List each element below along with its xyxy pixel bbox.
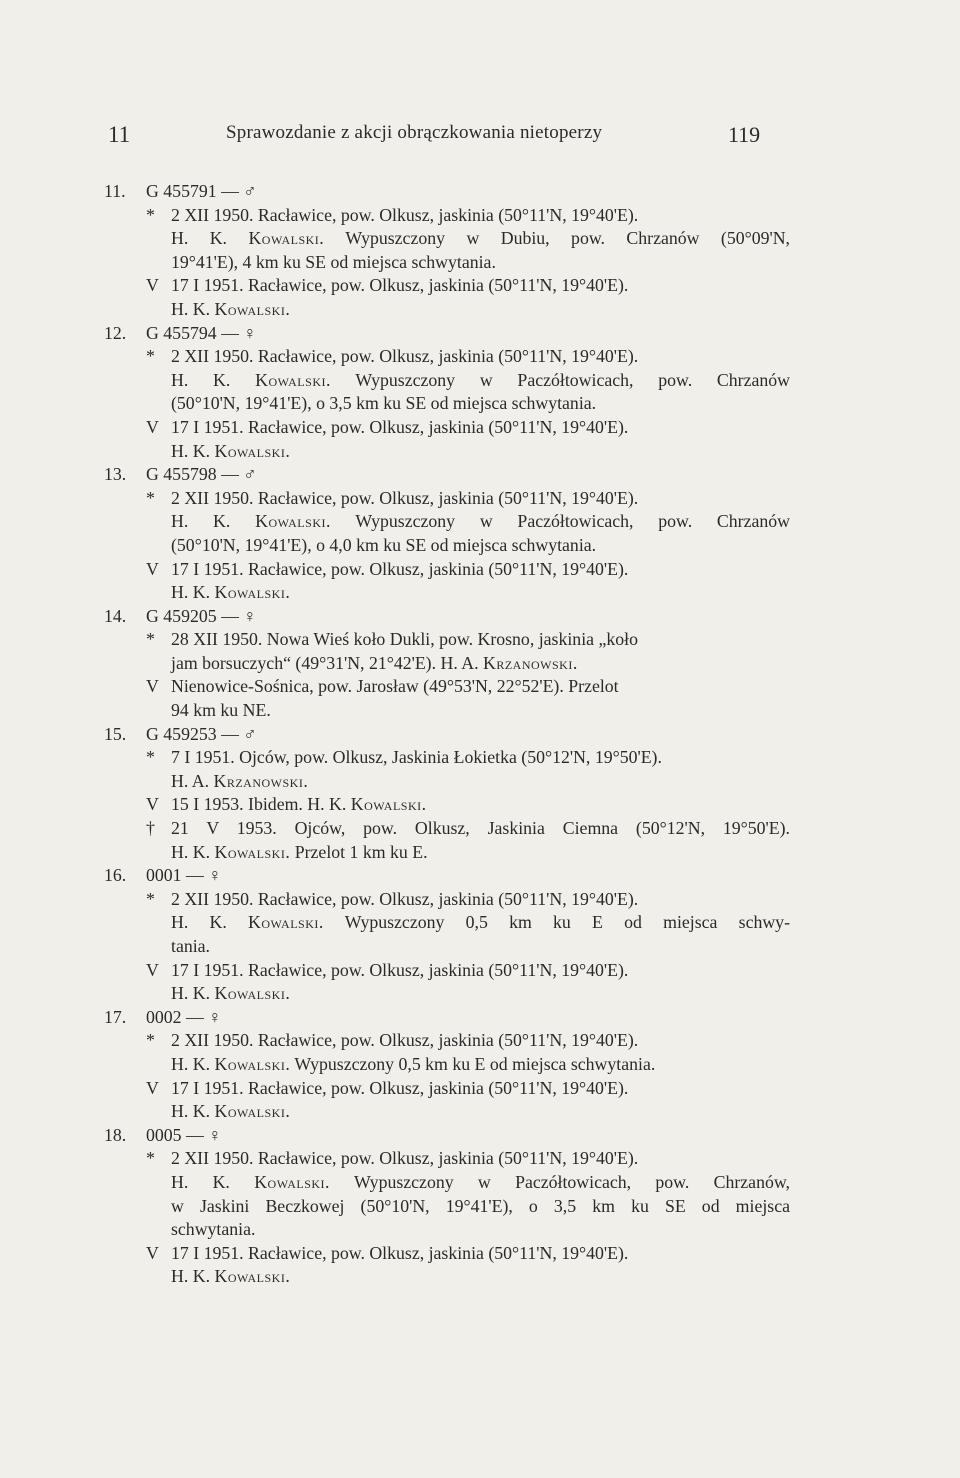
observer-initials: H. K.	[171, 983, 211, 1004]
record-header-line	[0, 180, 960, 204]
observer-initials: H. K.	[171, 1171, 230, 1192]
record-line	[0, 510, 960, 534]
record-text: Przelot 1 km ku E.	[294, 841, 428, 862]
record-text: 94 km ku NE.	[171, 700, 271, 721]
observer-name: Kowalski.	[255, 369, 331, 390]
record-line	[0, 817, 960, 841]
observer-initials: H. A.	[171, 770, 210, 791]
observer-initials: H. K.	[171, 582, 211, 603]
record-text: Wypuszczony 0,5 km ku E od miejsca schwytania.	[294, 1053, 656, 1074]
observer-name: Kowalski.	[214, 582, 291, 603]
record-line	[0, 959, 960, 983]
record-observer-line	[171, 911, 790, 935]
record-observer-line	[171, 510, 790, 534]
record-entry	[0, 723, 960, 865]
record-text: schwytania.	[171, 1219, 256, 1240]
record-line	[0, 416, 960, 440]
record-symbol: *	[146, 1030, 155, 1051]
running-title: Sprawozdanie z akcji obrączkowania nietoperzy	[226, 122, 603, 143]
record-text: (50°10'N, 19°41'E), o 4,0 km ku SE od miejsca schwytania.	[171, 534, 597, 555]
record-observer-line	[171, 1053, 655, 1077]
record-observer-line	[171, 770, 308, 794]
observer-name: Kowalski.	[214, 440, 291, 461]
record-line	[0, 369, 960, 393]
ring-id: G 459253 — ♂	[146, 723, 257, 744]
record-text: 2 XII 1950. Racławice, pow. Olkusz, jaskinia (50°11'N, 19°40'E).	[171, 204, 639, 225]
record-line	[0, 1195, 960, 1219]
record-line	[0, 204, 960, 228]
ring-id: 0001 — ♀	[146, 865, 222, 886]
record-line	[0, 345, 960, 369]
record-entry	[0, 180, 960, 322]
record-line	[0, 699, 960, 723]
record-text: 2 XII 1950. Racławice, pow. Olkusz, jaskinia (50°11'N, 19°40'E).	[171, 888, 639, 909]
record-line	[0, 1029, 960, 1053]
section-number: 11	[108, 122, 131, 147]
record-number: 12.	[104, 322, 127, 343]
observer-name: Kowalski.	[255, 511, 331, 532]
observer-name: Kowalski.	[214, 1053, 291, 1074]
observer-initials: jam borsuczych“ (49°31'N, 21°42'E). H. A.	[171, 652, 479, 673]
record-line	[0, 1077, 960, 1101]
record-text: (50°10'N, 19°41'E), o 3,5 km ku SE od miejsca schwytania.	[171, 393, 597, 414]
record-header-line	[0, 1124, 960, 1148]
record-text: 2 XII 1950. Racławice, pow. Olkusz, jaskinia (50°11'N, 19°40'E).	[171, 1030, 639, 1051]
record-line	[0, 935, 960, 959]
record-line	[0, 1218, 960, 1242]
record-line	[0, 770, 960, 794]
record-line	[0, 628, 960, 652]
record-line	[0, 675, 960, 699]
observer-name: Krzanowski.	[213, 770, 309, 791]
record-text: 17 I 1951. Racławice, pow. Olkusz, jaskinia (50°11'N, 19°40'E).	[171, 959, 629, 980]
record-line	[0, 746, 960, 770]
record-line	[0, 558, 960, 582]
ringing-records-list	[0, 180, 960, 1289]
record-entry	[0, 605, 960, 723]
record-text: 17 I 1951. Racławice, pow. Olkusz, jaskinia (50°11'N, 19°40'E).	[171, 558, 629, 579]
observer-name: Kowalski.	[350, 794, 427, 815]
record-header-line	[0, 605, 960, 629]
record-entry	[0, 463, 960, 605]
record-line	[0, 298, 960, 322]
record-number: 18.	[104, 1124, 127, 1145]
record-symbol: V	[146, 676, 159, 697]
record-header-line	[0, 723, 960, 747]
record-observer-line	[171, 581, 290, 605]
observer-initials: H. K.	[171, 841, 211, 862]
record-text: w Jaskini Beczkowej (50°10'N, 19°41'E), o 3,5 km ku SE od miejsca	[171, 1195, 790, 1216]
record-line	[0, 1265, 960, 1289]
record-line	[0, 440, 960, 464]
record-text: 28 XII 1950. Nowa Wieś koło Dukli, pow. Krosno, jaskinia „koło	[171, 629, 638, 650]
observer-name: Kowalski.	[214, 1101, 291, 1122]
record-line	[0, 274, 960, 298]
record-observer-line	[171, 298, 290, 322]
observer-name: Kowalski.	[214, 983, 291, 1004]
record-header-line	[0, 1006, 960, 1030]
record-observer-line	[171, 369, 790, 393]
record-entry	[0, 1124, 960, 1289]
record-symbol: *	[146, 888, 155, 909]
observer-initials: H. K.	[171, 228, 228, 249]
record-observer-line	[171, 227, 790, 251]
record-number: 13.	[104, 464, 127, 485]
record-line	[0, 251, 960, 275]
observer-initials: H. K.	[171, 1101, 211, 1122]
observer-initials: H. K.	[171, 440, 211, 461]
record-header-line	[0, 463, 960, 487]
record-line	[0, 1053, 960, 1077]
record-number: 15.	[104, 723, 127, 744]
record-observer-line	[171, 652, 578, 676]
record-line	[0, 652, 960, 676]
record-line	[0, 841, 960, 865]
record-line	[0, 1171, 960, 1195]
record-text: Wypuszczony w Paczółtowicach, pow. Chrzanów	[355, 511, 791, 532]
record-text: 21 V 1953. Ojców, pow. Olkusz, Jaskinia Ciemna (50°12'N, 19°50'E).	[171, 818, 790, 839]
record-line	[0, 888, 960, 912]
record-symbol: V	[146, 959, 159, 980]
record-text: 17 I 1951. Racławice, pow. Olkusz, jaskinia (50°11'N, 19°40'E).	[171, 1242, 629, 1263]
record-symbol: *	[146, 346, 155, 367]
record-symbol: *	[146, 1148, 155, 1169]
record-text: 17 I 1951. Racławice, pow. Olkusz, jaskinia (50°11'N, 19°40'E).	[171, 275, 629, 296]
observer-initials: H. K.	[171, 369, 231, 390]
record-line	[0, 982, 960, 1006]
record-entry	[0, 322, 960, 464]
observer-initials: H. K.	[171, 1266, 211, 1287]
observer-name: Kowalski.	[254, 1171, 330, 1192]
record-text: Wypuszczony w Paczółtowicach, pow. Chrzanów,	[353, 1171, 790, 1192]
observer-initials: 15 I 1953. Ibidem. H. K.	[171, 794, 347, 815]
record-line	[0, 392, 960, 416]
record-text: Wypuszczony 0,5 km ku E od miejsca schwy-	[344, 912, 790, 933]
record-symbol: V	[146, 416, 159, 437]
record-line	[0, 534, 960, 558]
record-line	[0, 793, 960, 817]
record-symbol: *	[146, 204, 155, 225]
ring-id: G 455791 — ♂	[146, 181, 257, 201]
record-symbol: *	[146, 629, 155, 650]
record-number: 11.	[104, 181, 126, 201]
record-line	[0, 911, 960, 935]
record-header-line	[0, 864, 960, 888]
observer-initials: H. K.	[171, 298, 211, 319]
ring-id: G 459205 — ♀	[146, 605, 257, 626]
record-observer-line	[171, 982, 290, 1006]
record-symbol: *	[146, 487, 155, 508]
record-text: 2 XII 1950. Racławice, pow. Olkusz, jaskinia (50°11'N, 19°40'E).	[171, 1148, 639, 1169]
record-entry	[0, 1006, 960, 1124]
record-observer-line	[171, 1100, 290, 1124]
record-header-line	[0, 322, 960, 346]
observer-initials: H. K.	[171, 1053, 211, 1074]
observer-name: Krzanowski.	[483, 652, 578, 673]
record-text: 2 XII 1950. Racławice, pow. Olkusz, jaskinia (50°11'N, 19°40'E).	[171, 487, 639, 508]
record-symbol: *	[146, 747, 155, 768]
record-text: 17 I 1951. Racławice, pow. Olkusz, jaskinia (50°11'N, 19°40'E).	[171, 416, 629, 437]
record-line	[0, 1100, 960, 1124]
record-entry	[0, 864, 960, 1006]
observer-name: Kowalski.	[248, 912, 324, 933]
ring-id: G 455798 — ♂	[146, 464, 257, 485]
record-observer-line	[171, 793, 427, 817]
record-observer-line	[171, 1265, 290, 1289]
ring-id: G 455794 — ♀	[146, 322, 257, 343]
record-text: Wypuszczony w Dubiu, pow. Chrzanów (50°09'N,	[345, 228, 790, 249]
record-observer-line	[171, 841, 428, 865]
record-line	[0, 581, 960, 605]
record-line	[0, 227, 960, 251]
record-line	[0, 1147, 960, 1171]
record-line	[0, 487, 960, 511]
observer-name: Kowalski.	[248, 228, 325, 249]
record-text: 17 I 1951. Racławice, pow. Olkusz, jaskinia (50°11'N, 19°40'E).	[171, 1077, 629, 1098]
record-text: Nienowice-Sośnica, pow. Jarosław (49°53'N, 22°52'E). Przelot	[171, 676, 619, 697]
record-observer-line	[171, 440, 290, 464]
observer-name: Kowalski.	[214, 841, 291, 862]
ring-id: 0005 — ♀	[146, 1124, 222, 1145]
record-symbol: V	[146, 1077, 159, 1098]
record-symbol: V	[146, 794, 159, 815]
page-number: 119	[728, 122, 761, 147]
record-symbol: †	[146, 818, 155, 839]
record-text: 2 XII 1950. Racławice, pow. Olkusz, jaskinia (50°11'N, 19°40'E).	[171, 346, 639, 367]
observer-name: Kowalski.	[214, 298, 291, 319]
observer-initials: H. K.	[171, 511, 231, 532]
record-symbol: V	[146, 1242, 159, 1263]
record-number: 14.	[104, 605, 127, 626]
observer-initials: H. K.	[171, 912, 227, 933]
record-text: 19°41'E), 4 km ku SE od miejsca schwytania.	[171, 251, 496, 272]
record-text: 7 I 1951. Ojców, pow. Olkusz, Jaskinia Łokietka (50°12'N, 19°50'E).	[171, 747, 662, 768]
record-number: 17.	[104, 1006, 127, 1027]
record-text: tania.	[171, 936, 211, 956]
record-number: 16.	[104, 865, 127, 886]
ring-id: 0002 — ♀	[146, 1006, 222, 1027]
record-symbol: V	[146, 558, 159, 579]
record-line	[0, 1242, 960, 1266]
page-header	[0, 120, 960, 150]
record-text: Wypuszczony w Paczółtowicach, pow. Chrzanów	[355, 369, 791, 390]
record-symbol: V	[146, 275, 159, 296]
observer-name: Kowalski.	[214, 1266, 291, 1287]
record-observer-line	[171, 1171, 790, 1195]
